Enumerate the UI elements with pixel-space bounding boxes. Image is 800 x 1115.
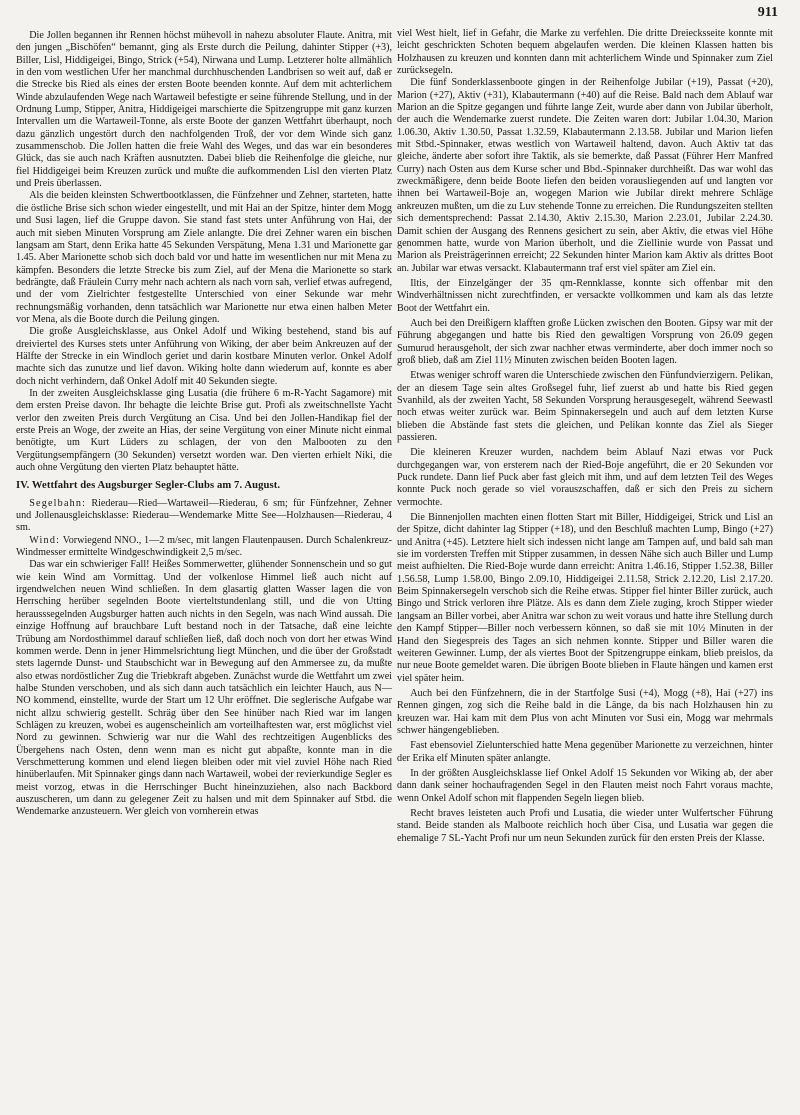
paragraph: Etwas weniger schroff waren die Unterschiede zwischen den Fünfundvierzigern. Pelikan, der an diesem Tage sein altes Großsegel fuhr, lief zuerst ab und hatte bis Ried gegen Svanhild, als der zweiten Yacht, 58 Sekunden Vorsprung herausgesegelt, während Seewastl noch etwas weiter zurück war. Beim Spinnakersegeln und auch auf dem letzten Kurse blieben die Abstände fast stets die gleichen, und Pelikan konnte das Ziel als Sieger passieren.	[397, 370, 773, 443]
course-label: Segelbahn:	[29, 497, 87, 509]
right-column	[397, 28, 773, 845]
wind-paragraph	[16, 535, 392, 560]
paragraph: Auch bei den Dreißigern klafften große Lücken zwischen den Booten. Gipsy war mit der Führung abgegangen und hatte bis Ried den gewaltigen Vorsprung von 26.09 gegen Sumurud herausgeholt, der sich zwar nachher etwas verminderte, aber doch immer noch so groß blieb, daß am Ziel 11½ Minuten zwischen beiden Booten lagen.	[397, 317, 773, 366]
paragraph: viel West hielt, lief in Gefahr, die Marke zu verfehlen. Die dritte Dreiecksseite konnte mit leicht geschrickten Schoten bequem abgelaufen werden. Die kleinen Klassen hatten bis Holzhausen zu kreuzen und konnten dann mit achterlichem Winde und Spinnaker zum Ziel zurücksegeln.	[397, 28, 773, 77]
paragraph: Fast ebensoviel Zielunterschied hatte Mena gegenüber Marionette zu verzeichnen, hinter der Erika elf Minuten später anlangte.	[397, 740, 773, 764]
paragraph: Als die beiden kleinsten Schwertbootklassen, die Fünfzehner und Zehner, starteten, hatte die östliche Brise sich schon wieder eingestellt, und mit Hai an der Spitze, hinter dem Mogg und Susi lagen, lief die Gruppe davon. Sie stand fast stets unter Anführung von Hai, der auch mit sieben Minuten Vorsprung am Ziele anlangte. Die drei Zehner waren ein bischen langsam am Start, denn Erika hatte 45 Sekunden Verspätung, Mena 1.31 und Marionette gar 1.45. Aber Marionette schob sich doch bald vor und hatte im wesentlichen nur mit Mena zu kämpfen. Besonders die letzte Strecke bis zum Ziel, auf der Mena die Marionette so stark bedrängte, daß Fräulein Curry mehr nach achtern als nach vorn sah, verlief etwas aufregend, und der vom Zielrichter festgestellte Unterschied von einer Sekunde war mehr rechnungsmäßig vorhanden, denn tatsächlich war Marionette nur etwa einen halben Meter vor Mena, als die Boote durch die Peilung gingen.	[16, 190, 392, 325]
paragraph: In der zweiten Ausgleichsklasse ging Lusatia (die frühere 6 m-R-Yacht Sagamore) mit dem ersten Preise davon. Ihr behagte die leichte Brise gut. Profi als zweitschnellste Yacht verlor den zweiten Preis durch Vergütung an Cisa. Und bei den Jollen-Handikap fiel der erste Preis an Woge, der zweite an Hias, der seine Vergütung von einer Minute nicht einmal benötigte, um Kurt Lüders zu schlagen, der von den Malbooten zu den Vergütungsempfängern (30 Sekunden) versetzt worden war. Den vierten erhielt Niki, die auch ohne Vergütung den vierten Platz behauptet hätte.	[16, 387, 392, 474]
left-column	[16, 30, 392, 819]
paragraph: Die große Ausgleichsklasse, aus Onkel Adolf und Wiking bestehend, stand bis auf dreiviertel des Kurses stets unter Anführung von Wiking, der aber beim Ankreuzen auf der Hälfte der Strecke in ein Windloch geriet und darin kostbare Minuten verlor. Onkel Adolf machte sich das zunutze und lief davon. Wiking holte dann wiederum auf, konnte es aber doch nicht verhindern, daß Onkel Adolf mit 40 Sekunden siegte.	[16, 326, 392, 387]
course-text: Riederau—Ried—Wartaweil—Riederau, 6 sm; für Fünfzehner, Zehner und Jollenausgleichsklasse: Riederau—Wendemarke Mitte See—Holzhausen—Riederau, 4 sm.	[16, 497, 392, 534]
paragraph: Auch bei den Fünfzehnern, die in der Startfolge Susi (+4), Mogg (+8), Hai (+27) ins Rennen gingen, zog sich die Reihe bald in die Länge, da bis nach Holzhausen hin zu kreuzen war. Hai kam mit dem Plus von acht Minuten vor Susi ein, Mogg war mehrmals schwer hängengeblieben.	[397, 687, 773, 736]
paragraph: Das war ein schwieriger Fall! Heißes Sommerwetter, glühender Sonnenschein und so gut wie kein Wind am Vormittag. Und der volkenlose Himmel ließ auch nicht auf irgendwelchen neuen Wind schließen. In dem glasartig glatten Wasser lagen die von Herrsching herüber segelnden Boote vierteltstundenlang still, und die von Utting herausssegelnden Augsburger hatten auch nichts in den Segeln, was nach Wind aussah. Die einzige Hoffnung auf brauchbare Luft bestand noch in der Tatsache, daß eine leichte Trübung am Nordosthimmel darauf schließen ließ, daß doch noch von dort her etwas Wind kommen werde. Denn in jener Himmelsrichtung liegt München, und die über der Großstadt stets lagernde Dunst- und Staubschicht war in Bewegung auf den Ammersee zu, da mußte also etwas nordöstlicher Zug die Triebkraft abgeben. Zunächst wurde die Wettfahrt um zwei halbe Stunden verschoben, und als sich dann auch tatsächlich ein leichter Hauch, aus N—NO kommend, einstellte, wurde der Start um 12 Uhr eröffnet. Die seglerische Aufgabe war nicht allzu schwierig gestellt. Schräg über den See hinüber nach Ried war im langen Schlägen zu kreuzen, wobei es augenscheinlich am vorteilhaftesten war, erst möglichst viel Nord zu gewinnen. Schwierig war nur die Wahl des rechtzeitigen Augenblicks des Übergehens nach Osten, denn wenn man es nicht gut abpaßte, konnte man in die Verschmetterung kommen und elend liegen bleiben oder mit viel zuviel Höhe nach Ried hinüberlaufen. Mit Spinnaker gings dann nach Wartaweil, wobei der revierkundige Segler es meist vorzog, etwas in die Herrschinger Bucht hineinzuziehen, also nach Backbord auszuscheren, um dann zu gelegener Zeit zu halsen und mit dem Spinnaker auf Stbd. die Wendemarke anzusteuern. Wer gleich von vornherein etwas	[16, 559, 392, 818]
paragraph: Iltis, der Einzelgänger der 35 qm-Rennklasse, konnte sich offenbar mit den Windverhältnissen nicht zurechtfinden, er versackte vollkommen und kam als das letzte Boot der Wettfahrt ein.	[397, 277, 773, 314]
page-number: 911	[757, 5, 778, 20]
paragraph: Die Jollen begannen ihr Rennen höchst mühevoll in nahezu absoluter Flaute. Anitra, mit den jungen „Bischöfen“ bemannt, ging als Erste durch die Peilung, dahinter Stipper (+3), Biller, Lisl, Hiddigeigei, Bingo, Strick (+54), Nirwana und Lump. Letzterer holte allmählich in den vom westlichen Ufer her manchmal durchhuschenden Landbrisen so weit auf, daß er die Strecke bis Ried als eines der ersten Boote beenden konnte. Auf dem mit achterlichem Winde abzulaufenden Wege nach Wartaweil befestigte er seine führende Stellung, und in der Ordnung Lump, Stipper, Anitra, Hiddigeigei marschierte die Spitzengruppe mit ganz kurzen Intervallen um die Wartaweil-Tonne, als erste Boote der ganzen Wettfahrt überhaupt, noch dazu gänzlich ungestört durch den nachfolgenden Troß, der vor dem Winde sich ganz zusammenschob. Die Jollen hatten die freie Wahl des Weges, und das war ein besonderes Glück, das sie auch nach Kräften ausnutzten. Dabei blieb die Reihenfolge die gleiche, nur fiel Hiddigeigei beim Kreuzen zurück und mußte die aufkommenden Lisl den vierten Platz und Preis überlassen.	[16, 30, 392, 190]
paragraph: Die Binnenjollen machten einen flotten Start mit Biller, Hiddigeigei, Strick und Lisl an der Spitze, dicht dahinter lag Stipper (+18), und den Beschluß machten Lump, Bingo (+27) und Anitra (+45). Letztere hielt sich indessen nicht lange am Tampen auf, und bald sah man sie im vordersten Treffen mit Stipper zusammen, in dessen Nähe sich auch Biller und Lump meist aufhielten. Die Ried-Boje wurde dann erreicht: Anitra 1.46.16, Stipper 1.52.38, Biller 1.56.58, Lump 1.58.00, Bingo 2.09.10, Hiddigeigei 2.11.58, Strick 2.12.20, Lisl 2.17.20. Beim Spinnakersegeln verschob sich die Reihe etwas. Stipper fiel hinter Biller zurück, auch Bingo und Strick verloren ihre Plätze. Als es dann dem Ziele zuging, kroch Stipper wieder langsam an Biller vorbei, aber Anitra war schon zu weit voraus und hatte ihre Stellung durch den Kampf Stipper—Biller noch verbessern können, so daß sie mit 10½ Minuten in der Hand den Siegespreis des Tages an sich nehmen konnte. Stipper und Biller waren die weiteren Gewinner. Lump, der als viertes Boot der Spitzengruppe einkam, blieb preislos, da nur neue Boote gemeldet waren. Die übrigen Boote blieben in Flaute hängen und kamen erst viel später heim.	[397, 512, 773, 684]
paragraph: Die fünf Sonderklassenboote gingen in der Reihenfolge Jubilar (+19), Passat (+20), Marion (+27), Aktiv (+31), Klabautermann (+40) auf die Reise. Bald nach dem Ablauf war Marion an die Spitze gegangen und führte lange Zeit, wurde aber dann von Jubilar überholt, der auch die Wendemarke zuerst rundete. Die Zeiten waren dort: Jubilar 1.04.30, Marion 1.06.30, Aktiv 1.30.50, Passat 1.32.59, Klabautermann 2.13.58. Jubilar und Marion liefen mit Stbd.-Spinnaker, etwas westlich von Wartaweil haltend, davon. Auch Aktiv tat das gleiche, änderte aber sofort ihre Taktik, als sie bemerkte, daß Passat (Führer Herr Manfred Curry) nach Osten aus dem Kurse scher und Bbd.-Spinnaker durchheißt. Das war wohl das zweckmäßigere, denn beide Boote liefen den beiden vorausliegenden auf und langten vor ihnen bei Wartaweil-Boje an, wogegen Marion wie Jubilar direkt mehrere Schläge ankreuzen mußten, um die zu Luv stehende Tonne zu erreichen. Die Rundungszeiten stellten sich dementsprechend: Passat 2.14.30, Aktiv 2.15.30, Marion 2.23.01, Jubilar 2.24.30. Damit schien der Ausgang des Rennens gesichert zu sein, aber Aktiv, die etwas viel Höhe genommen hatte, wurde von Marion überholt, und die Ziellinie wurde von Passat und Marion als Preisträgerinnen erreicht; 22 Sekunden hinter Marion kam Aktiv als drittes Boot an. Jubilar war etwas versackt. Klabautermann traf erst viel später am Ziel ein.	[397, 77, 773, 274]
section-heading: IV. Wettfahrt des Augsburger Segler-Clubs am 7. August.	[16, 480, 281, 492]
wind-text: Vorwiegend NNO., 1—2 m/sec, mit langen Flautenpausen. Durch Schalenkreuz-Windmesser ermittelte Windgeschwindigkeit 2,5 m/sec.	[16, 534, 392, 559]
paragraph: In der größten Ausgleichsklasse lief Onkel Adolf 15 Sekunden vor Wiking ab, der aber dann dank seiner hochaufragenden Segel in den Flauten meist noch Fahrt voraus machte, wenn Onkel Adolf schon mit flappenden Segeln liegen blieb.	[397, 767, 773, 804]
paragraph: Die kleineren Kreuzer wurden, nachdem beim Ablauf Nazi etwas vor Puck durchgegangen war, von ersterem nach der Ried-Boje angeführt, die er 20 Sekunden vor Puck rundete. Dann lief Puck aber fast gleich mit ihm, und auf dem letzten Teil des Weges konnte Puck noch gerade so viel vorauszschaffen, daß er sich den Preis zu sichern vermochte.	[397, 447, 773, 508]
paragraph: Recht braves leisteten auch Profi und Lusatia, die wieder unter Wulfertscher Führung stand. Beide standen als Malboote reichlich hoch über Cisa, und Lusatia war gegen die ehemalige 7 SL-Yacht Profi nur um neun Sekunden zurück für den ersten Preis der Klasse.	[397, 807, 773, 844]
wind-label: Wind:	[29, 534, 61, 546]
course-paragraph	[16, 498, 392, 535]
